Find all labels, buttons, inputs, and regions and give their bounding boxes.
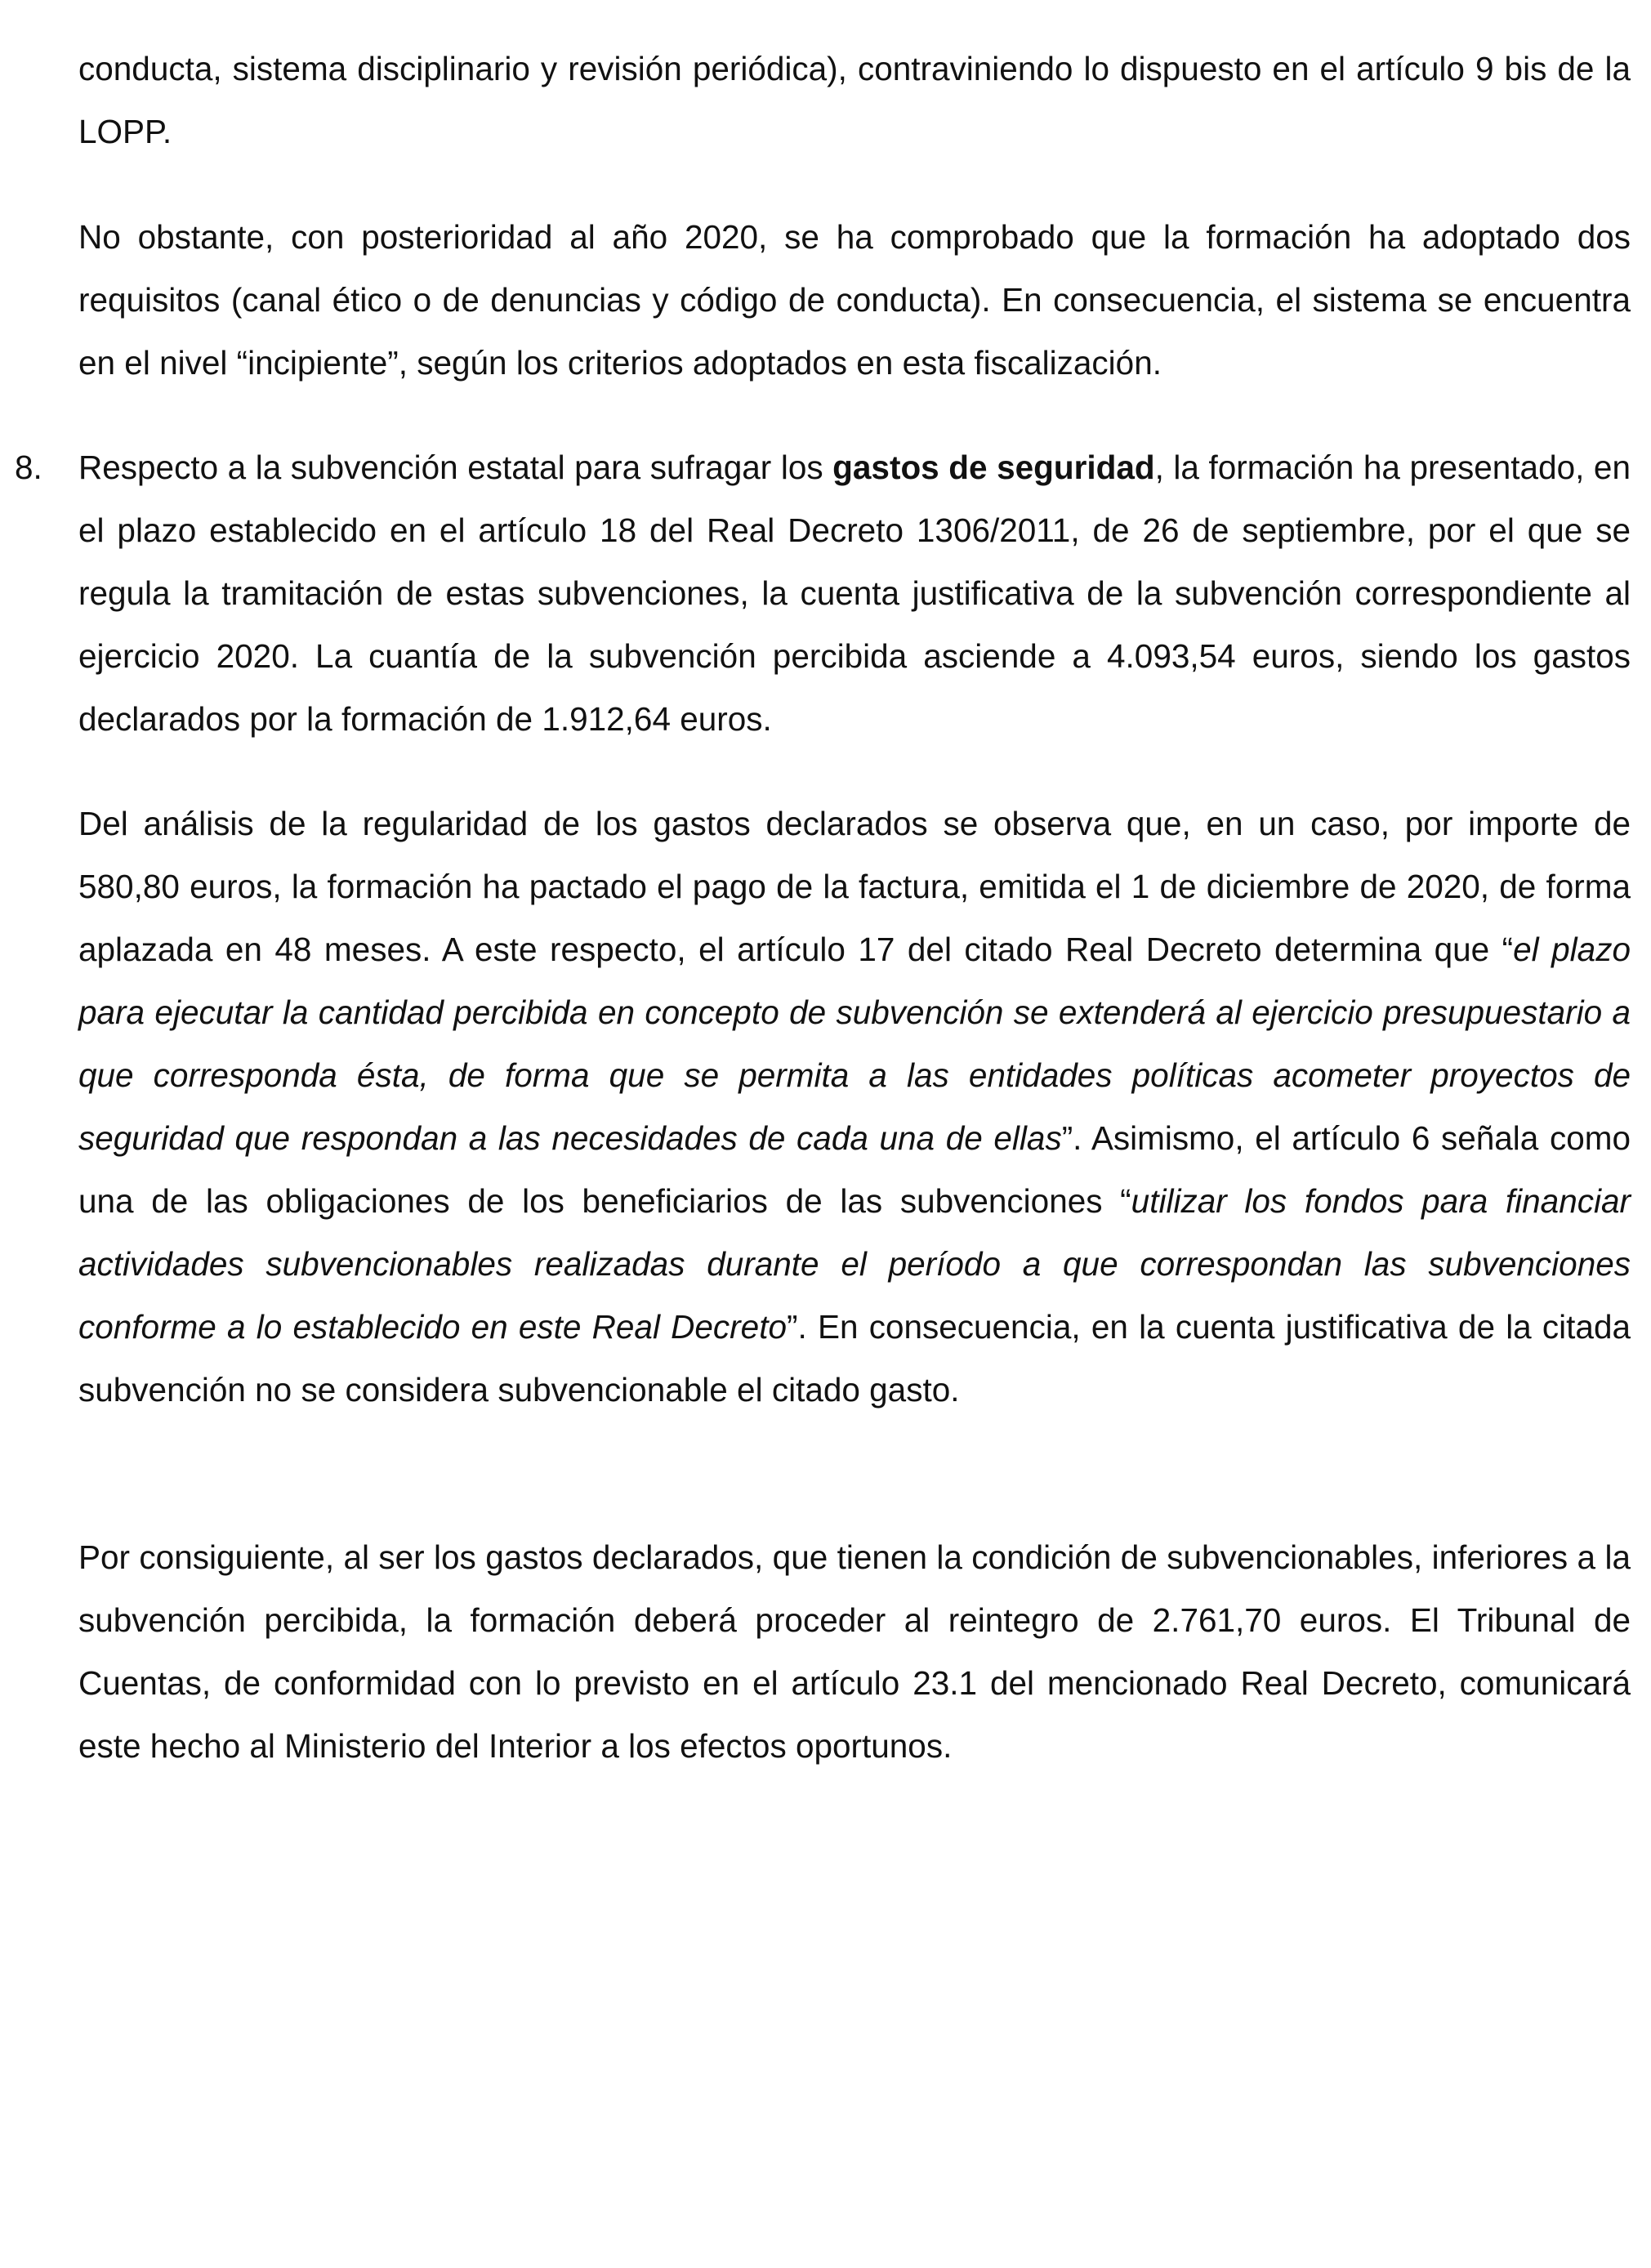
paragraph-no-obstante: No obstante, con posterioridad al año 2020, se ha comprobado que la formación ha adoptado dos requisitos (canal ético o de denuncias y código de conducta). En consecuencia, el sistema se encuentra en el nivel “incipiente”, según los criterios adoptados en esta fiscalización. [78, 218, 1631, 382]
paragraph-item-8 [78, 436, 1631, 751]
analisis-text-3: ”. En consecuencia, en la cuenta justificativa de la citada subvención no se considera subvencionable el citado gasto. [78, 1308, 1631, 1409]
item8-bold-term: gastos de seguridad [832, 449, 1155, 486]
item8-text-before: Respecto a la subvención estatal para sufragar los [78, 449, 833, 486]
paragraph-por-consiguiente: Por consiguiente, al ser los gastos declarados, que tienen la condición de subvencionables, inferiores a la subvención percibida, la formación deberá proceder al reintegro de 2.761,70 euros. El Tribunal de Cuentas, de conformidad con lo previsto en el artículo 23.1 del mencionado Real Decreto, comunicará este hecho al Ministerio del Interior a los efectos oportunos. [78, 1538, 1631, 1765]
list-number-8: 8. [15, 449, 42, 486]
analisis-text-1: Del análisis de la regularidad de los gastos declarados se observa que, en un caso, por importe de 580,80 euros, la formación ha pactado el pago de la factura, emitida el 1 de diciembre de 2020, de forma aplazada en 48 meses. A este respecto, el artículo 17 del citado Real Decreto determina que “ [78, 805, 1631, 968]
paragraph-intro: conducta, sistema disciplinario y revisión periódica), contraviniendo lo dispuesto en el artículo 9 bis de la LOPP. [78, 50, 1631, 150]
paragraph-analisis [78, 792, 1631, 1422]
analisis-quote-1: el plazo para ejecutar la cantidad percibida en concepto de subvención se extenderá al ejercicio presupuestario a que corresponda ésta, de forma que se permita a las entidades políticas acometer proyectos de seguridad que respondan a las necesidades de cada una de ellas [78, 931, 1631, 1157]
analisis-text-2: ”. Asimismo, el artículo 6 señala como una de las obligaciones de los beneficiarios de las subvenciones “ [78, 1119, 1631, 1220]
item8-text-after: , la formación ha presentado, en el plazo establecido en el artículo 18 del Real Decreto 1306/2011, de 26 de septiembre, por el que se regula la tramitación de estas subvenciones, la cuenta justificativa de la subvención correspondiente al ejercicio 2020. La cuantía de la subvención percibida asciende a 4.093,54 euros, siendo los gastos declarados por la formación de 1.912,64 euros. [78, 449, 1631, 738]
analisis-quote-2: utilizar los fondos para financiar actividades subvencionables realizadas durante el período a que correspondan las subvenciones conforme a lo establecido en este Real Decreto [78, 1182, 1631, 1346]
